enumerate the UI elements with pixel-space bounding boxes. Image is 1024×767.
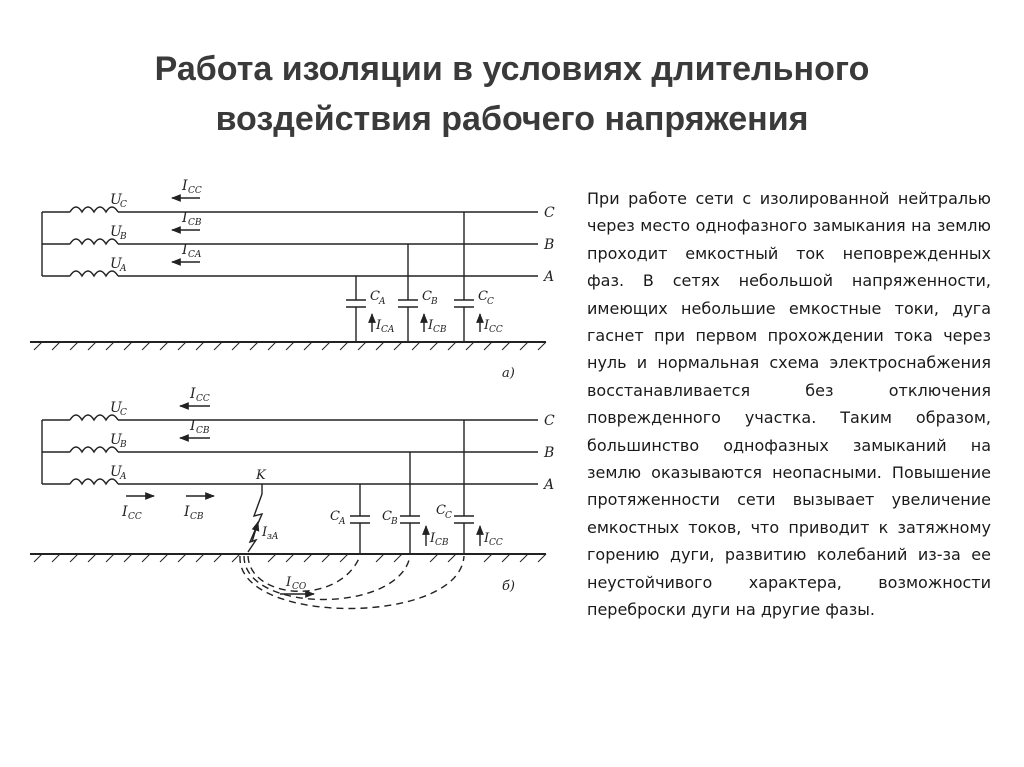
ground-current-label: I (430, 531, 436, 546)
cap-sub: C (445, 511, 452, 521)
ground-current-label: I (376, 318, 382, 333)
current-sub: CA (188, 250, 202, 260)
cap-sub: B (391, 517, 398, 527)
bottom-current-sub: CC (128, 512, 142, 522)
title-line-1: Работа изоляции в условиях длительного (154, 50, 870, 88)
fault-current-label: I (262, 525, 268, 540)
cap-label: C (422, 289, 432, 304)
return-current-sub: CO (292, 582, 307, 592)
ground-current-sub: CA (381, 325, 395, 335)
current-label: I (182, 210, 188, 226)
network-diagram (30, 170, 570, 620)
ground-current-label: I (484, 318, 490, 333)
source-label: U (110, 224, 122, 240)
source-label: U (110, 464, 122, 480)
bottom-current-label: I (122, 504, 128, 520)
phase-label-c: C (544, 413, 555, 429)
current-label: I (182, 178, 188, 194)
ground-current-sub: CB (433, 325, 447, 335)
slide-title (0, 44, 1024, 144)
phase-label-a: A (544, 269, 555, 285)
current-sub: CC (188, 186, 202, 196)
phase-label-b: B (544, 237, 555, 253)
ground-current-label: I (428, 318, 434, 333)
current-label: I (190, 418, 196, 434)
ground-current-sub: СС (489, 538, 503, 548)
ground-hatch-b (34, 554, 546, 562)
cap-label: C (370, 289, 380, 304)
caption-a: а) (502, 366, 515, 381)
current-sub: CB (188, 218, 202, 228)
source-sub: C (120, 200, 127, 210)
source-sub: B (120, 440, 127, 450)
current-sub: CC (196, 394, 210, 404)
cap-sub: A (339, 517, 346, 527)
source-label: U (110, 256, 122, 272)
cap-sub: C (487, 297, 494, 307)
ground-current-sub: СВ (435, 538, 449, 548)
current-label: I (182, 242, 188, 258)
source-sub: C (120, 408, 127, 418)
caption-b: б) (502, 579, 516, 594)
source-sub: A (120, 472, 127, 482)
title-line-2: воздействия рабочего напряжения (215, 100, 809, 138)
bottom-current-sub: CB (190, 512, 204, 522)
bottom-current-label: I (184, 504, 190, 520)
current-sub: CB (196, 426, 210, 436)
fault-current-sub: зA (267, 532, 279, 542)
cap-label: C (436, 503, 446, 518)
diagram-a-labels (110, 178, 555, 381)
return-current-label: I (286, 575, 292, 590)
ground-hatch-a (34, 342, 546, 350)
cap-sub: B (431, 297, 438, 307)
ground-current-label: I (484, 531, 490, 546)
diagram-b-labels (110, 386, 555, 594)
source-label: U (110, 432, 122, 448)
source-sub: A (120, 264, 127, 274)
cap-label: C (382, 509, 392, 524)
phase-label-c: C (544, 205, 555, 221)
fault-label: K (256, 468, 266, 483)
cap-label: C (330, 509, 340, 524)
phase-label-a: A (544, 477, 555, 493)
phase-label-b: B (544, 445, 555, 461)
source-label: U (110, 192, 122, 208)
source-sub: B (120, 232, 127, 242)
cap-sub: A (379, 297, 386, 307)
body-text: При работе сети с изолированной нейтралью через место однофазного замыкания на землю проходит емкостный ток неповрежденных фаз. В сетях небольшой напряженности, имеющих небольшие емкостные токи, дуга гаснет при первом прохождении тока через нуль и нормальная схема электроснабжения восстанавливается без отключения поврежденного участка. Таким образом, большинство однофазных замыканий на землю оказываются неопасными. Повышение протяженности сети вызывает увеличение емкостных токов, что приводит к затяжному горению дуги, развитию колебаний из-за ее неустойчивого характера, возможности переброски дуги на другие фазы. (587, 189, 991, 620)
cap-label: C (478, 289, 488, 304)
source-label: U (110, 400, 122, 416)
current-label: I (190, 386, 196, 402)
ground-current-sub: CC (489, 325, 503, 335)
